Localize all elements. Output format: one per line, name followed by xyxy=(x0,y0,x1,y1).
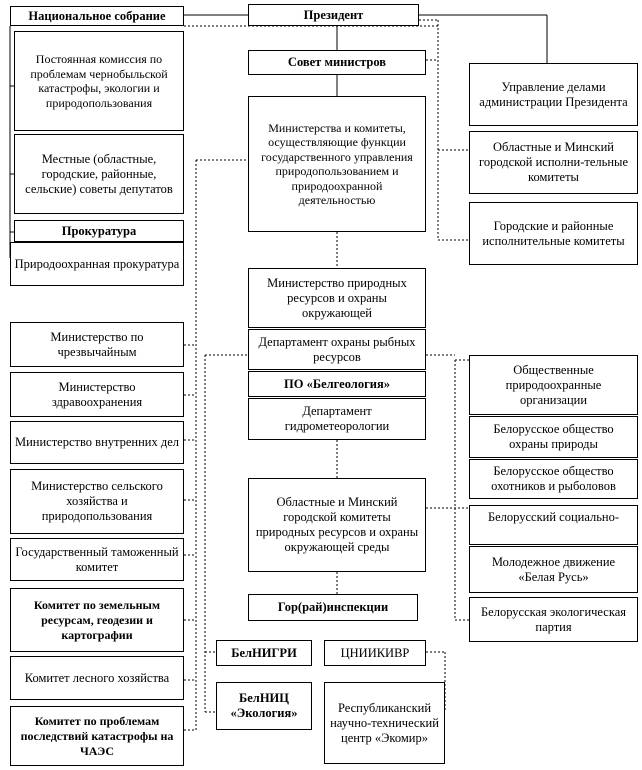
minprirody-label: Министерство природных ресурсов и охраны окружающей xyxy=(267,275,407,320)
city-district-committees-label: Городские и районные исполнительные комитеты xyxy=(482,218,625,248)
customs-committee-label: Государственный таможенный комитет xyxy=(15,544,179,574)
social-ecological-label: Белорусский социально- xyxy=(487,510,620,524)
tsniikivr-label: ЦНИИКИВР xyxy=(340,645,410,660)
forestry-committee-box xyxy=(10,656,184,700)
youth-movement-box xyxy=(469,546,638,593)
hydromet-department-label: Департамент гидрометеорологии xyxy=(284,404,390,433)
city-district-committees-box xyxy=(469,202,638,265)
fish-department-box xyxy=(248,329,426,370)
oblispolkom-box xyxy=(469,131,638,194)
council-of-ministers-box xyxy=(248,50,426,75)
ministries-committees-box xyxy=(248,96,426,232)
emergency-ministry-label: Министерство по чрезвычайным xyxy=(50,329,144,359)
health-ministry-box xyxy=(10,372,184,417)
hydromet-department-box xyxy=(248,398,426,440)
env-prosecution-label: Природоохранная прокуратура xyxy=(14,256,180,271)
eco-party-box xyxy=(469,597,638,642)
nature-society-label: Белорусское общество охраны природы xyxy=(493,422,614,451)
local-councils-box xyxy=(14,134,184,214)
chaes-committee-label: Комитет по проблемам последствий катастрофы на ЧАЭС xyxy=(20,713,174,758)
youth-movement-label: Молодежное движение «Белая Русь» xyxy=(491,554,616,584)
prosecution-label: Прокуратура xyxy=(61,223,137,238)
chernobyl-commission-box xyxy=(14,31,184,131)
customs-committee-box xyxy=(10,538,184,581)
inspections-label: Гор(рай)инспекции xyxy=(277,600,389,614)
chaes-committee-box xyxy=(10,706,184,766)
emergency-ministry-box xyxy=(10,322,184,367)
admin-office-box xyxy=(469,63,638,126)
agriculture-ministry-label: Министерство сельского хозяйства и природопользования xyxy=(31,479,163,523)
belgeologia-label: ПО «Белгеология» xyxy=(284,376,390,391)
oblispolkom-label: Областные и Минский городской исполни-тельные комитеты xyxy=(479,140,628,184)
social-ecological-box xyxy=(469,505,638,545)
president-label: Президент xyxy=(303,7,364,22)
land-committee-label: Комитет по земельным ресурсам, геодезии и картографии xyxy=(33,597,161,642)
public-organizations-box xyxy=(469,355,638,415)
prosecution-box xyxy=(14,220,184,242)
local-councils-label: Местные (областные, городские, районные, сельские) советы депутатов xyxy=(25,151,173,196)
belnigri-label: БелНИГРИ xyxy=(231,645,297,660)
council-label: Совет министров xyxy=(287,55,387,69)
regional-committees-label: Областные и Минский городской комитеты природных ресурсов и охраны окружающей среды xyxy=(255,495,419,554)
hunters-society-box xyxy=(469,459,638,499)
tsniikivr-box xyxy=(324,640,426,666)
forestry-committee-label: Комитет лесного хозяйства xyxy=(24,670,170,685)
interior-ministry-box xyxy=(10,421,184,464)
agriculture-ministry-box xyxy=(10,469,184,534)
ekomir-box xyxy=(324,682,445,764)
nature-society-box xyxy=(469,416,638,458)
inspections-box xyxy=(248,594,418,621)
admin-office-label: Управление делами администрации Президента xyxy=(479,79,628,109)
belgeologia-box xyxy=(248,371,426,397)
hunters-society-label: Белорусское общество охотников и рыболовов xyxy=(491,464,616,493)
ekomir-label: Республиканский научно-технический центр «Экомир» xyxy=(330,700,439,745)
interior-ministry-label: Министерство внутренних дел xyxy=(14,435,180,449)
eco-party-label: Белорусская экологическая партия xyxy=(480,604,627,634)
minprirody-box xyxy=(248,268,426,328)
chernobyl-commission-label: Постоянная комиссия по проблемам чернобыльской катастрофы, экологии и природопользования xyxy=(30,52,168,110)
env-prosecution-box xyxy=(10,242,184,286)
regional-committees-box xyxy=(248,478,426,572)
belnigri-box xyxy=(216,640,312,666)
land-committee-box xyxy=(10,588,184,652)
parliament-label: Национальное собрание xyxy=(28,8,166,23)
ministries-committees-label: Министерства и комитеты, осуществляющие функции государственного управления природопользованием и природоохранной деятельностью xyxy=(261,120,413,207)
health-ministry-label: Министерство здравоохранения xyxy=(51,379,143,409)
belnits-box xyxy=(216,682,312,730)
belnits-label: БелНИЦ «Экология» xyxy=(230,691,298,720)
parliament-box xyxy=(10,6,184,26)
public-organizations-label: Общественные природоохранные организации xyxy=(505,362,602,407)
fish-department-label: Департамент охраны рыбных ресурсов xyxy=(258,334,416,364)
president-box xyxy=(248,4,419,26)
